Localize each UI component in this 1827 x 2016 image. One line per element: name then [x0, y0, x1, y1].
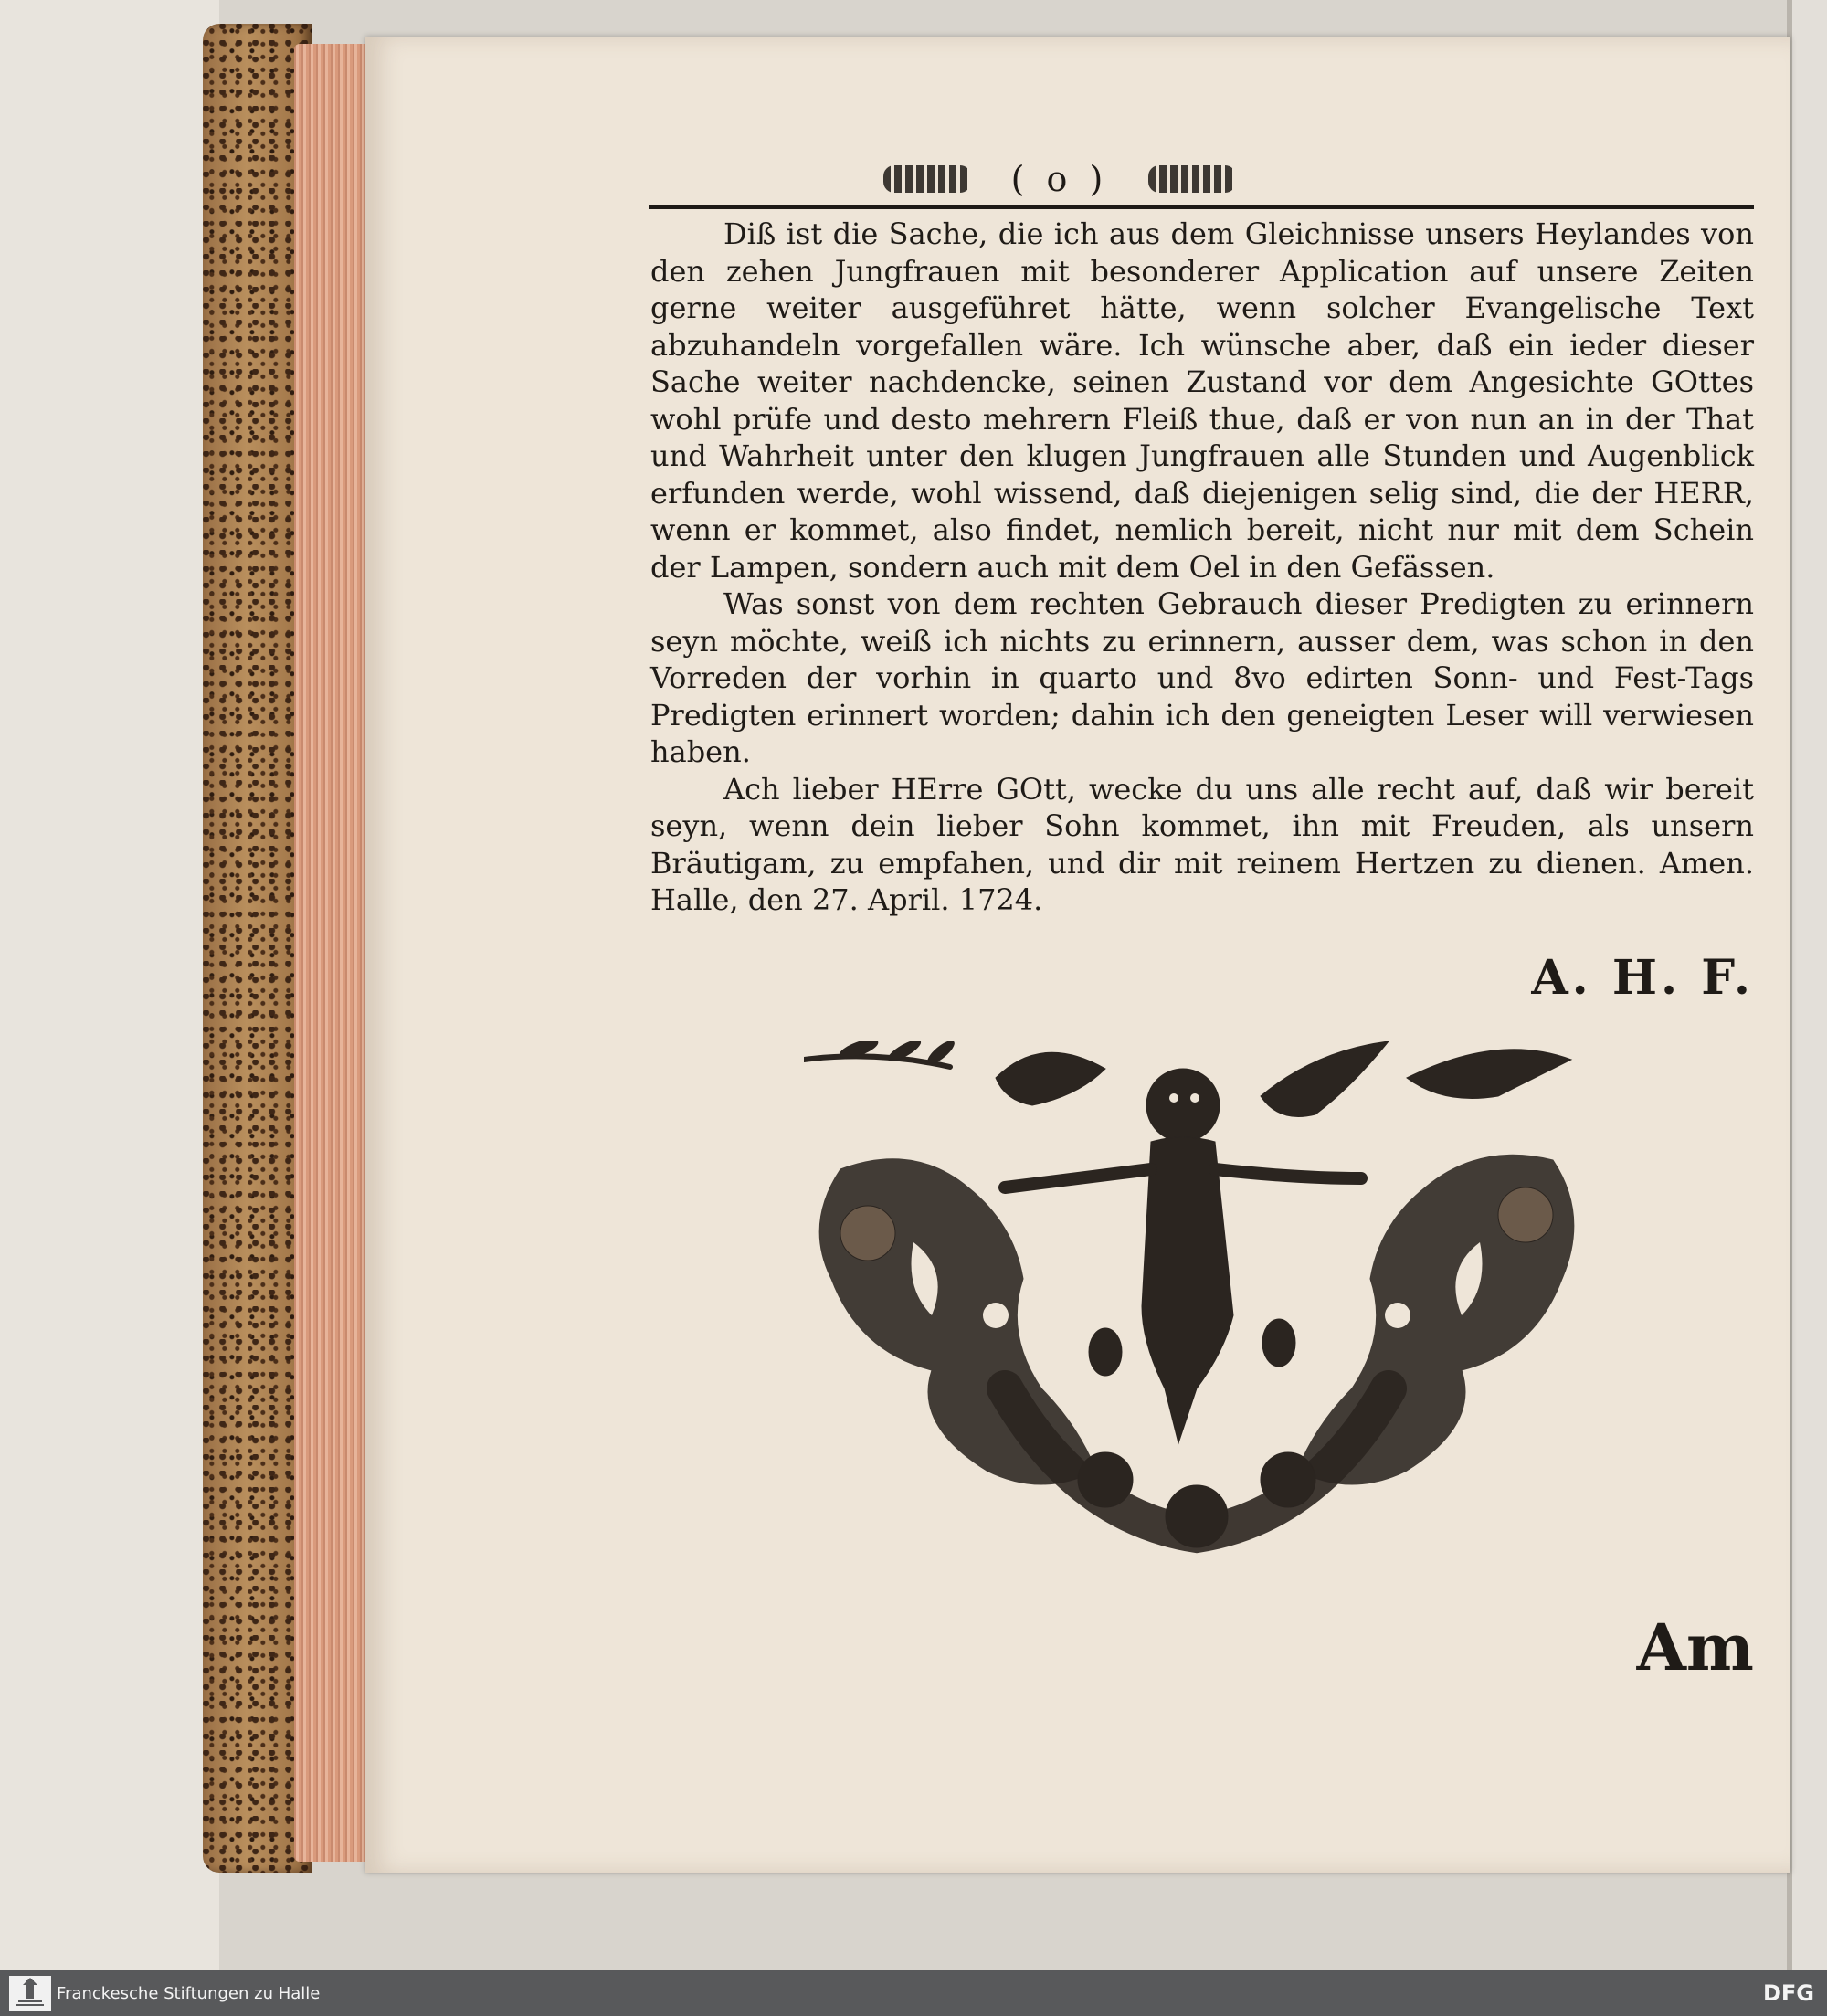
- running-head: [639, 155, 1480, 201]
- body-text: [650, 216, 1754, 919]
- angel-vignette-icon: [804, 1041, 1589, 1571]
- paragraph-3: Ach lieber HErre GOtt, wecke du uns alle recht auf, daß wir bereit seyn, wenn dein lieber Sohn kommet, ihn mit Freuden, als unsern Bräutigam, zu empfahen, und dir mit reinem Hertzen zu dienen. Amen. Halle, den 27. April. 1724.: [650, 771, 1754, 917]
- viewer-footer-bar: [0, 1970, 1827, 2016]
- scan-backdrop-left: [0, 0, 219, 1970]
- institution-name[interactable]: Franckesche Stiftungen zu Halle: [57, 1984, 321, 2003]
- page-folio: ( o ): [1010, 158, 1109, 199]
- franckesche-logo-icon[interactable]: [9, 1976, 51, 2011]
- ornament-left-icon: [883, 165, 971, 193]
- catchword: Am: [1636, 1610, 1754, 1685]
- page-edges-red: [294, 44, 376, 1862]
- paragraph-2: Was sonst von dem rechten Gebrauch dieser Predigten zu erinnern seyn möchte, weiß ich nichts zu erinnern, ausser dem, was schon in den Vorreden der vorhin in quarto und 8vo edirten Sonn- und Fest-Tags Predigten erinnert worden; dahin ich den geneigten Leser will verwiesen haben.: [650, 586, 1754, 769]
- head-rule: [649, 205, 1754, 209]
- author-initials: A. H. F.: [1531, 950, 1754, 1006]
- dfg-logo[interactable]: DFG: [1762, 1980, 1814, 2006]
- scan-backdrop-right: [1790, 0, 1827, 1970]
- paragraph-1: Diß ist die Sache, die ich aus dem Gleichnisse unsers Heylandes von den zehen Jungfrauen mit besonderer Application auf unsere Zeiten gerne weiter ausgeführet hätte, wenn solcher Evangelische Text abzuhandeln vorgefallen wäre. Ich wünsche aber, daß ein ieder dieser Sache weiter nachdencke, seinen Zustand vor dem Angesichte GOttes wohl prüfe und desto mehrern Fleiß thue, daß er von nun an in der That und Wahrheit unter den klugen Jungfrauen alle Stunden und Augenblick erfunden werde, wohl wissend, daß diejenigen selig sind, die der HERR, wenn er kommet, also findet, nemlich bereit, nicht nur mit dem Schein der Lampen, sondern auch mit dem Oel in den Gefässen.: [650, 216, 1754, 585]
- ornament-right-icon: [1148, 165, 1236, 193]
